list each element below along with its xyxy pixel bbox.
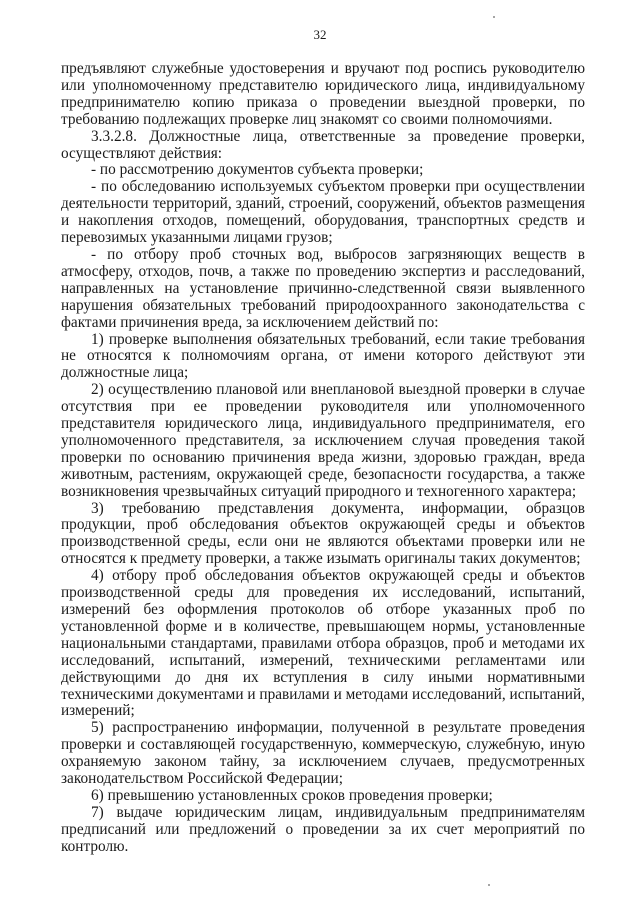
- paragraph-item-6: 6) превышению установленных сроков проведения проверки;: [91, 786, 493, 804]
- paragraph-item-1: 1) проверке выполнения обязательных требований, если такие требования не относятся к полномочиям органа, от имени которого действуют эти должностные лица;: [61, 330, 585, 382]
- paragraph-action-documents: - по рассмотрению документов субъекта проверки;: [91, 161, 424, 179]
- paragraph-item-3: 3) требованию представления документа, информации, образцов продукции, проб обследования объектов окружающей среды и объектов производственной среды, если они не являются объектами проверки или не относятся к предмету проверки, а также изымать оригиналы таких документов;: [61, 499, 585, 568]
- paragraph-item-2: 2) осуществлению плановой или внеплановой выездной проверки в случае отсутствия при ее проведении руководителя или уполномоченного представителя юридического лица, индивидуального предпринимателя, его уполномоченного представителя, за исключением случая проведения такой проверки по основанию причинения вреда жизни, здоровью граждан, вреда животным, растениям, окружающей среде, безопасности государства, а также возникновения чрезвычайных ситуаций природного и техногенного характера;: [61, 381, 585, 500]
- paragraph-item-4: 4) отбору проб обследования объектов окружающей среды и объектов производственной среды для проведения их исследований, испытаний, измерений без оформления протоколов об отборе указанных проб по установленной форме и в количестве, превышающем нормы, установленные национальными стандартами, правилами отбора образцов, проб и методами их исследований, испытаний, измерений, техническими регламентами или действующими до дня их вступления в силу иными нормативными техническими документами и правилами и методами исследований, испытаний, измерений;: [61, 567, 585, 720]
- paragraph-section-3-3-2-8: 3.3.2.8. Должностные лица, ответственные за проведение проверки, осуществляют действия:: [61, 127, 585, 162]
- paragraph-action-inspection: - по обследованию используемых субъектом проверки при осуществлении деятельности территорий, зданий, строений, сооружений, объектов размещения и накопления отходов, помещений, оборудования, транспортных средств и перевозимых указанными лицами грузов;: [61, 178, 585, 247]
- scan-speck: [488, 884, 490, 886]
- page-number: 32: [313, 27, 327, 42]
- paragraph-item-7: 7) выдаче юридическим лицам, индивидуальным предпринимателям предписаний или предложений о проведении за их счет мероприятий по контролю.: [61, 803, 585, 855]
- paragraph-continuation: предъявляют служебные удостоверения и вручают под роспись руководителю или уполномоченному представителю юридического лица, индивидуальному предпринимателю копию приказа о проведении выездной проверки, по требованию подлежащих проверке лиц знакомят со своими полномочиями.: [61, 60, 585, 128]
- document-body: [61, 61, 585, 856]
- paragraph-item-5: 5) распространению информации, полученной в результате проведения проверки и составляющей государственную, коммерческую, служебную, иную охраняемую законом тайну, за исключением случаев, предусмотренных законодательством Российской Федерации;: [61, 719, 585, 788]
- paragraph-action-sampling: - по отбору проб сточных вод, выбросов загрязняющих веществ в атмосферу, отходов, почв, а также по проведению экспертиз и расследований, направленных на установление причинно-следственной связи выявленного нарушения обязательных требований природоохранного законодательства с фактами причинения вреда, за исключением действий по:: [61, 245, 585, 331]
- scan-speck: [493, 16, 495, 18]
